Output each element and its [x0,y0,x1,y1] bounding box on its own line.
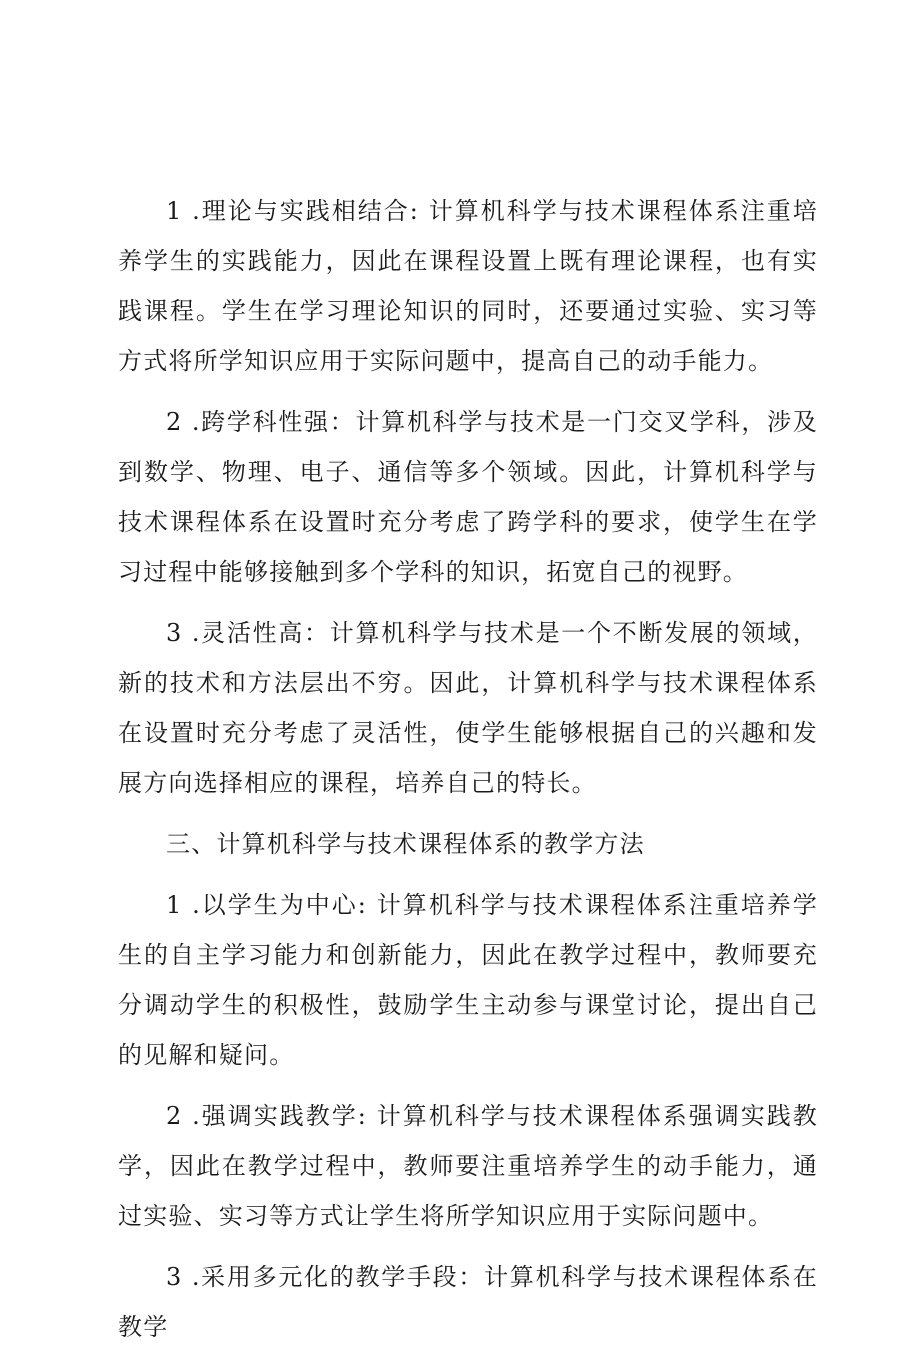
paragraph-practical-teaching: 2 .强调实践教学: 计算机科学与技术课程体系强调实践教学，因此在教学过程中，教师要注重培养学生的动手能力，通过实验、实习等方式让学生将所学知识应用于实际问题中。 [118,1102,818,1230]
paragraph-theory-practice: 1 .理论与实践相结合: 计算机科学与技术课程体系注重培养学生的实践能力，因此在课程设置上既有理论课程，也有实践课程。学生在学习理论知识的同时，还要通过实验、实习等方式将所学知识应用于实际问题中，提高自己的动手能力。 [118,197,818,375]
section-heading-teaching-methods: 三、计算机科学与技术课程体系的教学方法 [166,830,645,858]
document-body [118,186,818,1363]
paragraph-diverse-methods: 3 .采用多元化的教学手段：计算机科学与技术课程体系在教学 [118,1263,818,1341]
paragraph-flexibility: 3 .灵活性高：计算机科学与技术是一个不断发展的领域，新的技术和方法层出不穷。因此，计算机科学与技术课程体系在设置时充分考虑了灵活性，使学生能够根据自己的兴趣和发展方向选择相应的课程，培养自己的特长。 [118,619,818,797]
paragraph-interdisciplinary: 2 .跨学科性强：计算机科学与技术是一门交叉学科，涉及到数学、物理、电子、通信等多个领域。因此，计算机科学与技术课程体系在设置时充分考虑了跨学科的要求，使学生在学习过程中能够接触到多个学科的知识，拓宽自己的视野。 [118,408,818,586]
paragraph-student-centered: 1 .以学生为中心: 计算机科学与技术课程体系注重培养学生的自主学习能力和创新能力，因此在教学过程中，教师要充分调动学生的积极性，鼓励学生主动参与课堂讨论，提出自己的见解和疑问。 [118,891,818,1069]
